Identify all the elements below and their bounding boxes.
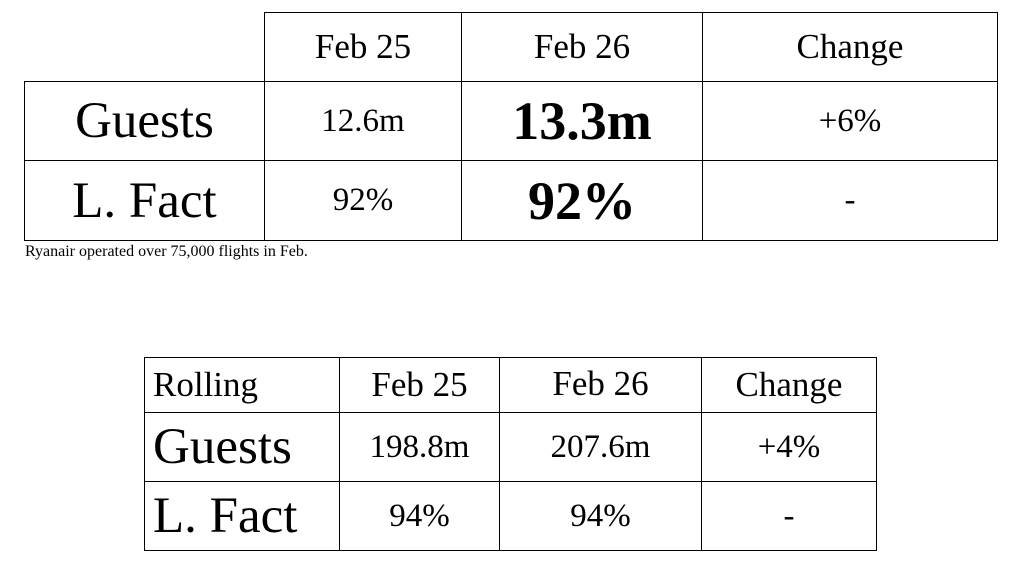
rolling-row-lfact-change: - — [701, 481, 877, 551]
monthly-header-change: Change — [702, 12, 998, 82]
monthly-row-guests-change: +6% — [702, 81, 998, 161]
rolling-header-feb25: Feb 25 — [339, 357, 500, 413]
monthly-header-feb26: Feb 26 — [461, 12, 703, 82]
rolling-header-feb26: Feb 26 — [499, 357, 702, 413]
monthly-row-lfact-feb25: 92% — [264, 160, 462, 241]
monthly-header-feb25: Feb 25 — [264, 12, 462, 82]
rolling-row-guests-feb26: 207.6m — [499, 412, 702, 482]
rolling-row-lfact-label: L. Fact — [144, 481, 340, 551]
monthly-header-empty — [24, 12, 265, 82]
rolling-row-guests-feb25: 198.8m — [339, 412, 500, 482]
monthly-row-lfact-feb26: 92% — [461, 160, 703, 241]
monthly-row-guests-feb25: 12.6m — [264, 81, 462, 161]
rolling-row-lfact-feb26: 94% — [499, 481, 702, 551]
monthly-row-lfact-change: - — [702, 160, 998, 241]
rolling-header-change: Change — [701, 357, 877, 413]
footnote: Ryanair operated over 75,000 flights in Feb. — [25, 243, 308, 260]
monthly-row-lfact-label: L. Fact — [24, 160, 265, 241]
rolling-row-guests-change: +4% — [701, 412, 877, 482]
rolling-header-label: Rolling — [144, 357, 340, 413]
rolling-row-lfact-feb25: 94% — [339, 481, 500, 551]
monthly-row-guests-feb26: 13.3m — [461, 81, 703, 161]
rolling-row-guests-label: Guests — [144, 412, 340, 482]
monthly-row-guests-label: Guests — [24, 81, 265, 161]
